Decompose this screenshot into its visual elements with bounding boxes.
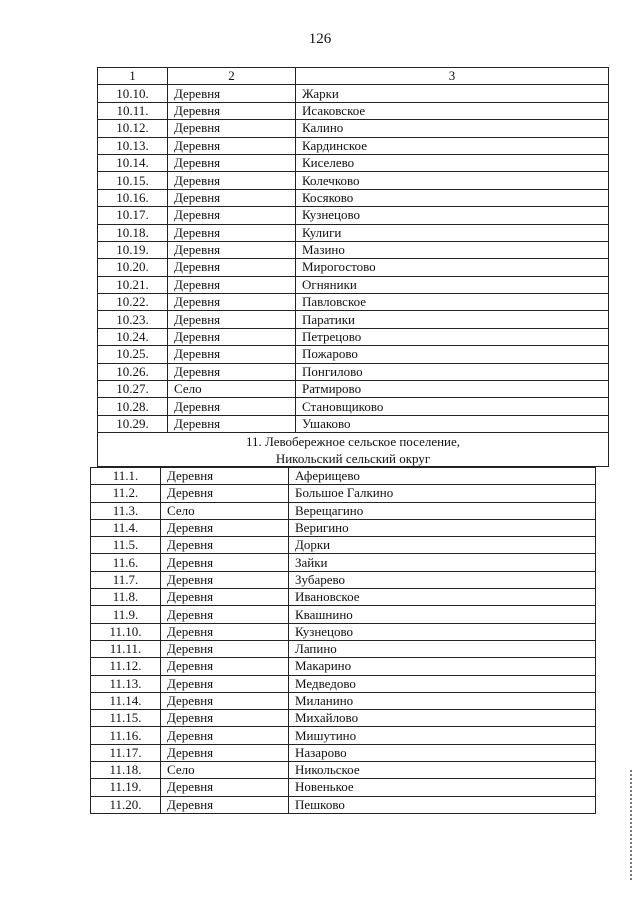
settlement-type: Деревня: [161, 554, 289, 571]
settlement-name: Большое Галкино: [289, 485, 596, 502]
settlement-type: Деревня: [161, 589, 289, 606]
table-row: [91, 519, 596, 536]
row-number: 10.27.: [98, 381, 168, 398]
row-number: 11.10.: [91, 623, 161, 640]
settlement-type: Деревня: [168, 241, 296, 258]
table-row: [98, 137, 609, 154]
row-number: 11.3.: [91, 502, 161, 519]
table-row: [98, 328, 609, 345]
column-header-1: 1: [98, 68, 168, 85]
settlement-type: Деревня: [168, 311, 296, 328]
table-row: [91, 589, 596, 606]
settlement-type: Деревня: [161, 796, 289, 813]
settlement-type: Деревня: [168, 207, 296, 224]
settlement-type: Деревня: [161, 779, 289, 796]
row-number: 10.19.: [98, 241, 168, 258]
settlement-name: Огняники: [296, 276, 609, 293]
settlement-name: Кулиги: [296, 224, 609, 241]
column-header-3: 3: [296, 68, 609, 85]
row-number: 11.1.: [91, 468, 161, 485]
settlement-name: Дорки: [289, 537, 596, 554]
row-number: 11.19.: [91, 779, 161, 796]
settlement-type: Деревня: [161, 675, 289, 692]
row-number: 10.11.: [98, 102, 168, 119]
settlement-type: Село: [161, 502, 289, 519]
settlement-type: Деревня: [168, 276, 296, 293]
settlement-name: Косяково: [296, 189, 609, 206]
row-number: 10.10.: [98, 85, 168, 102]
table-row: [91, 571, 596, 588]
row-number: 10.17.: [98, 207, 168, 224]
settlement-type: Деревня: [161, 519, 289, 536]
row-number: 10.18.: [98, 224, 168, 241]
table-row: [91, 502, 596, 519]
settlement-type: Деревня: [161, 537, 289, 554]
settlement-name: Кузнецово: [296, 207, 609, 224]
settlement-name: Понгилово: [296, 363, 609, 380]
settlement-name: Исаковское: [296, 102, 609, 119]
settlement-name: Мирогостово: [296, 259, 609, 276]
settlement-name: Мишутино: [289, 727, 596, 744]
settlement-type: Деревня: [161, 744, 289, 761]
settlement-type: Деревня: [168, 398, 296, 415]
row-number: 10.20.: [98, 259, 168, 276]
row-number: 10.25.: [98, 346, 168, 363]
table-row: [91, 623, 596, 640]
settlement-type: Село: [161, 762, 289, 779]
settlement-name: Мазино: [296, 241, 609, 258]
settlement-type: Деревня: [168, 102, 296, 119]
row-number: 11.17.: [91, 744, 161, 761]
row-number: 11.16.: [91, 727, 161, 744]
settlement-type: Деревня: [168, 137, 296, 154]
row-number: 11.9.: [91, 606, 161, 623]
scan-edge-mark: [630, 770, 638, 880]
table-row: [98, 224, 609, 241]
settlement-type: Деревня: [168, 363, 296, 380]
table-row: [91, 537, 596, 554]
page-number: 126: [308, 31, 332, 47]
table-row: [98, 294, 609, 311]
settlement-name: Кузнецово: [289, 623, 596, 640]
settlement-name: Калино: [296, 120, 609, 137]
settlements-table-upper: [97, 67, 609, 433]
row-number: 11.5.: [91, 537, 161, 554]
table-row: [91, 658, 596, 675]
section-heading-line-2: Никольский сельский округ: [275, 451, 431, 466]
settlement-name: Медведово: [289, 675, 596, 692]
table-row: [98, 415, 609, 432]
row-number: 10.12.: [98, 120, 168, 137]
row-number: 11.20.: [91, 796, 161, 813]
row-number: 11.11.: [91, 640, 161, 657]
table-body-upper: [98, 68, 609, 433]
row-number: 10.14.: [98, 154, 168, 171]
settlements-table-lower: [90, 467, 596, 814]
settlement-name: Ратмирово: [296, 381, 609, 398]
settlement-type: Деревня: [161, 485, 289, 502]
row-number: 11.12.: [91, 658, 161, 675]
table-row: [98, 398, 609, 415]
settlement-name: Петрецово: [296, 328, 609, 345]
settlement-name: Колечково: [296, 172, 609, 189]
table-row: [91, 606, 596, 623]
settlement-type: Деревня: [168, 85, 296, 102]
settlement-name: Веригино: [289, 519, 596, 536]
table-row: [98, 120, 609, 137]
settlement-name: Становщиково: [296, 398, 609, 415]
settlement-type: Деревня: [161, 658, 289, 675]
table-row: [91, 640, 596, 657]
settlement-type: Деревня: [168, 120, 296, 137]
table-body-lower: [91, 468, 596, 814]
settlement-type: Деревня: [168, 154, 296, 171]
settlement-type: Деревня: [168, 415, 296, 432]
settlement-type: Деревня: [161, 623, 289, 640]
settlement-name: Новенькое: [289, 779, 596, 796]
table-row: [98, 154, 609, 171]
table-row: [98, 207, 609, 224]
table-row: [98, 102, 609, 119]
settlement-type: Деревня: [168, 259, 296, 276]
settlement-name: Киселево: [296, 154, 609, 171]
table-row: [91, 468, 596, 485]
table-row: [98, 363, 609, 380]
table-row: [91, 710, 596, 727]
settlement-name: Аферищево: [289, 468, 596, 485]
settlement-type: Деревня: [168, 328, 296, 345]
table-row: [91, 744, 596, 761]
row-number: 11.2.: [91, 485, 161, 502]
settlement-name: Пешково: [289, 796, 596, 813]
settlement-name: Зайки: [289, 554, 596, 571]
row-number: 11.15.: [91, 710, 161, 727]
table-header-row: [98, 68, 609, 85]
settlement-type: Село: [168, 381, 296, 398]
settlement-name: Верещагино: [289, 502, 596, 519]
settlement-name: Павловское: [296, 294, 609, 311]
settlement-type: Деревня: [168, 346, 296, 363]
row-number: 11.14.: [91, 692, 161, 709]
row-number: 11.6.: [91, 554, 161, 571]
row-number: 10.16.: [98, 189, 168, 206]
settlement-name: Ивановское: [289, 589, 596, 606]
settlement-name: Зубарево: [289, 571, 596, 588]
row-number: 10.26.: [98, 363, 168, 380]
table-row: [98, 172, 609, 189]
settlement-name: Михайлово: [289, 710, 596, 727]
row-number: 11.18.: [91, 762, 161, 779]
settlement-name: Кардинское: [296, 137, 609, 154]
table-row: [91, 675, 596, 692]
row-number: 10.13.: [98, 137, 168, 154]
settlement-type: Деревня: [161, 692, 289, 709]
row-number: 10.23.: [98, 311, 168, 328]
settlement-type: Деревня: [161, 710, 289, 727]
section-heading: [97, 433, 609, 467]
settlement-type: Деревня: [168, 224, 296, 241]
row-number: 10.24.: [98, 328, 168, 345]
section-heading-line-1: 11. Левобережное сельское поселение,: [245, 434, 461, 449]
table-row: [91, 727, 596, 744]
row-number: 10.22.: [98, 294, 168, 311]
table-row: [98, 241, 609, 258]
row-number: 10.29.: [98, 415, 168, 432]
settlement-type: Деревня: [168, 189, 296, 206]
settlement-type: Деревня: [168, 294, 296, 311]
settlement-type: Деревня: [161, 468, 289, 485]
table-row: [91, 554, 596, 571]
table-row: [98, 381, 609, 398]
table-row: [98, 85, 609, 102]
settlement-name: Пожарово: [296, 346, 609, 363]
settlement-name: Назарово: [289, 744, 596, 761]
table-row: [91, 692, 596, 709]
settlement-name: Ушаково: [296, 415, 609, 432]
settlement-type: Деревня: [161, 571, 289, 588]
row-number: 10.15.: [98, 172, 168, 189]
table-row: [91, 485, 596, 502]
settlement-name: Паратики: [296, 311, 609, 328]
row-number: 10.28.: [98, 398, 168, 415]
settlement-type: Деревня: [161, 640, 289, 657]
settlement-name: Никольское: [289, 762, 596, 779]
row-number: 11.7.: [91, 571, 161, 588]
settlement-type: Деревня: [161, 727, 289, 744]
table-row: [98, 259, 609, 276]
table-row: [91, 796, 596, 813]
settlement-name: Лапино: [289, 640, 596, 657]
table-row: [91, 779, 596, 796]
settlement-name: Макарино: [289, 658, 596, 675]
table-row: [91, 762, 596, 779]
column-header-2: 2: [168, 68, 296, 85]
settlement-name: Миланино: [289, 692, 596, 709]
settlement-type: Деревня: [161, 606, 289, 623]
table-row: [98, 189, 609, 206]
settlement-name: Квашнино: [289, 606, 596, 623]
table-row: [98, 311, 609, 328]
row-number: 10.21.: [98, 276, 168, 293]
row-number: 11.8.: [91, 589, 161, 606]
settlement-type: Деревня: [168, 172, 296, 189]
settlement-name: Жарки: [296, 85, 609, 102]
table-row: [98, 276, 609, 293]
row-number: 11.4.: [91, 519, 161, 536]
row-number: 11.13.: [91, 675, 161, 692]
table-row: [98, 346, 609, 363]
